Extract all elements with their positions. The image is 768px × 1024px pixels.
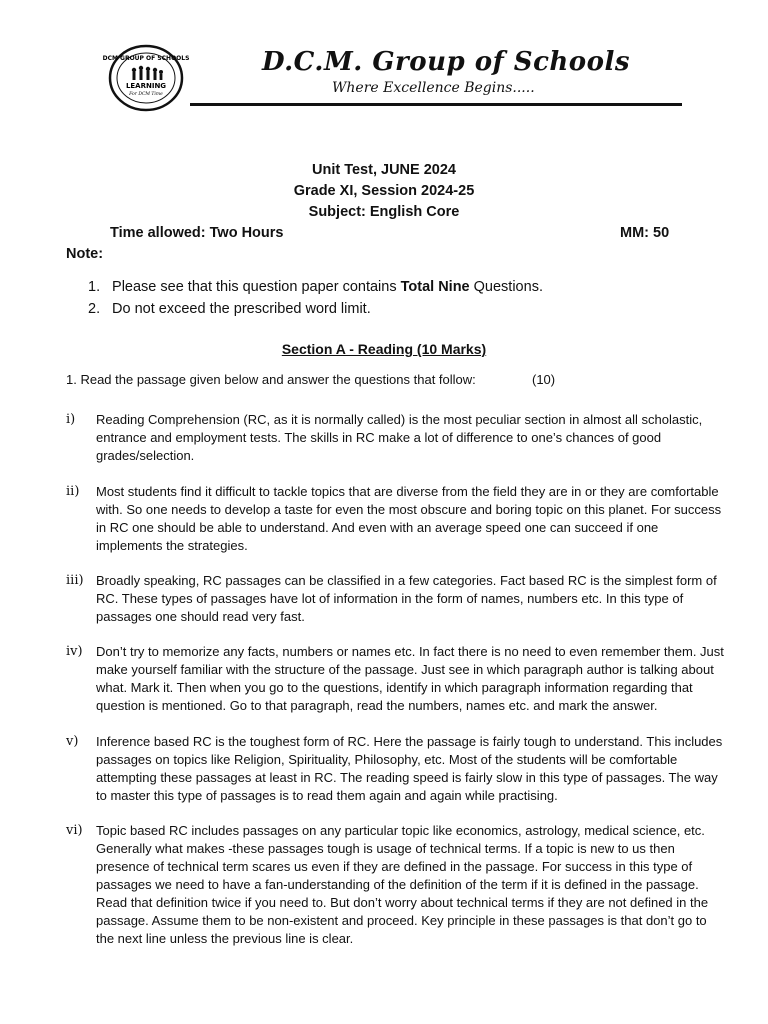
school-logo [102,44,190,112]
test-name: Unit Test, JUNE 2024 [312,162,456,178]
paragraph-number: ii) [66,484,80,499]
paragraph-text: Don’t try to memorize any facts, numbers or names etc. In fact there is no need to even remember them. Just make yourself familiar with the structure of the passage. Just see in which paragraph author is talking about what. Mark it. Then when you go to the questions, identify in which paragraph information regarding that question is mentioned. Go to that paragraph, read the numbers, names etc. and mark the answer. [96,644,724,713]
question-marks: (10) [532,372,556,387]
section-heading: Section A - Reading (10 Marks) [281,341,487,357]
paragraph-text: Topic based RC includes passages on any particular topic like economics, astrology, medical science, etc. Generally what makes -these passages tough is usage of technical terms. If a topic is new to us then presence of technical term scares us even if they are defined in the passage. For success in this type of passages we need to have a fan-understanding of the definition of the term if it is defined in the passage. Read that definition twice if you need to. But don’t worry about technical terms if they are not defined in the passage. Assume them to be non-existent and proceed. Key principle in these passages is that don’t go to the next line unless the previous line is clear. [96,823,709,946]
paragraph-number: iv) [66,644,83,659]
paragraph-text: Inference based RC is the toughest form of RC. Here the passage is fairly tough to understand. This includes passages on topics like Religion, Spirituality, Philosophy, etc. Most of the students will be comfortable attempting these passages at least in RC. The reading speed is fairly slow in this type of passages. The way to master this type of passages is to read them again and again while practising. [96,734,723,803]
instruction-number: 1. [88,279,101,295]
paragraph-number: iii) [66,573,84,588]
passage-paragraph [66,572,726,626]
header-divider [190,103,682,106]
logo-mid-text: LEARNING [125,82,167,90]
passage-paragraph [66,643,726,715]
instruction-item [88,276,543,298]
paragraph-number: v) [66,734,79,749]
instruction-text: Please see that this question paper contains [112,279,401,295]
passage-paragraph [66,733,726,805]
grade-session: Grade XI, Session 2024-25 [293,183,475,199]
paragraph-text: Broadly speaking, RC passages can be classified in a few categories. Fact based RC is the simplest form of RC. These types of passages have lot of information in the form of names, numbers etc. In this type of passages one should read very fast. [96,573,717,624]
paragraph-number: i) [66,412,76,427]
passage-paragraph [66,411,726,465]
question-prompt: 1. Read the passage given below and answer the questions that follow: [66,372,476,387]
instructions-list [88,276,543,320]
instruction-text-end: Questions. [469,279,543,295]
instruction-number: 2. [88,301,101,317]
logo-sub-text: For DCM Time [129,92,163,97]
passage-paragraph [66,483,726,555]
paragraph-text: Most students find it difficult to tackle topics that are diverse from the field they are in or they are comfortable with. So one needs to develop a taste for even the most obscure and boring topic on this planet. For success in RC one should be able to understand. And even with an average speed one can succeed if one implements the strategies. [96,484,722,553]
school-tagline: Where Excellence Begins..... [332,80,535,96]
logo-top-text: DCM GROUP OF SCHOOLS [102,55,190,62]
time-allowed: Time allowed: Two Hours [110,225,284,241]
paragraph-number: vi) [66,823,83,838]
instruction-text: Do not exceed the prescribed word limit. [112,301,371,317]
school-name: D.C.M. Group of Schools [262,47,631,77]
note-label: Note: [66,246,104,262]
instruction-item [88,298,543,320]
subject: Subject: English Core [308,204,460,220]
instruction-bold-text: Total Nine [400,279,470,295]
paragraph-text: Reading Comprehension (RC, as it is normally called) is the most peculiar section in almost all scholastic, entrance and employment tests. The skills in RC make a lot of difference to one’s chances of good grades/selection. [96,412,703,463]
max-marks: MM: 50 [620,225,670,241]
passage-paragraph [66,822,726,948]
